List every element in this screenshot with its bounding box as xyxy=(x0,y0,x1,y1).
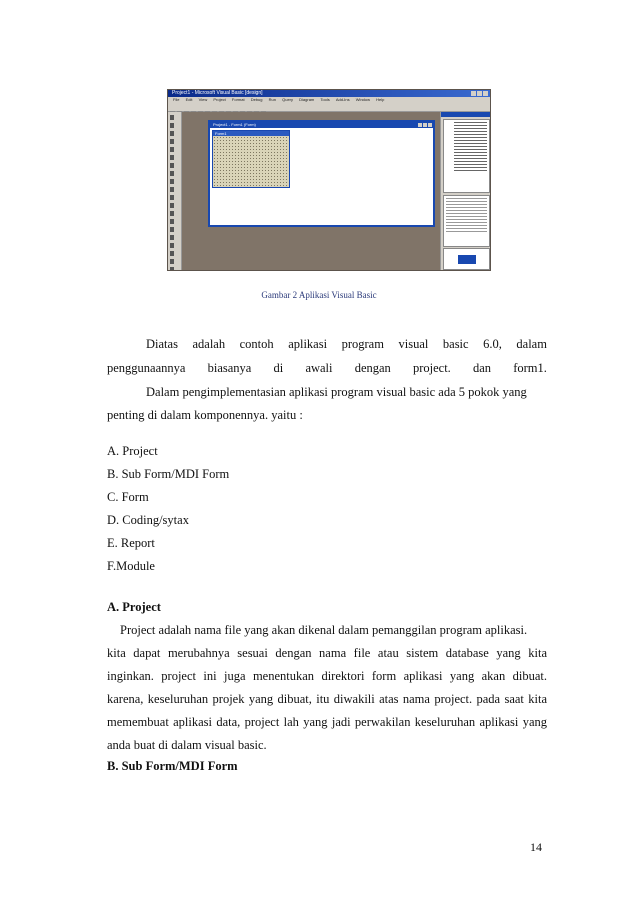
list-item: D. Coding/sytax xyxy=(107,513,189,527)
word: adalah xyxy=(192,337,226,351)
project-window xyxy=(208,120,435,227)
word: visual xyxy=(398,337,429,351)
word: dan xyxy=(472,361,492,375)
word: penggunaannya xyxy=(107,361,186,375)
tool-icon xyxy=(170,179,174,184)
tool-icon xyxy=(170,187,174,192)
form-layout-panel xyxy=(443,248,490,270)
form1-title: Form1 xyxy=(213,131,289,136)
vb-ide-screenshot xyxy=(167,89,491,271)
tool-icon xyxy=(170,219,174,224)
tool-icon xyxy=(170,123,174,128)
menu-addins: Add-Ins xyxy=(335,97,350,102)
word: dalam xyxy=(516,337,547,351)
section-a-line: inginkan. project ini juga menentukan direktori form aplikasi yang akan dibuat. xyxy=(107,669,547,683)
tool-icon xyxy=(170,131,174,136)
word: Diatas xyxy=(146,337,178,351)
close-icon xyxy=(483,91,488,96)
project-explorer-tree xyxy=(443,119,490,193)
menu-tools: Tools xyxy=(320,97,330,102)
section-a-line: kita dapat merubahnya sesuai dengan nama file atau sistem database yang kita xyxy=(107,646,547,660)
close-icon xyxy=(428,123,432,127)
word: dengan xyxy=(354,361,391,375)
section-a-line: memembuat aplikasi data, project lah yang jadi perwakilan keseluruhan aplikasi yang xyxy=(107,715,547,729)
tool-icon xyxy=(170,235,174,240)
word: awali xyxy=(305,361,333,375)
vb-title-bar xyxy=(168,90,490,97)
word: 6.0, xyxy=(483,337,502,351)
menu-debug: Debug xyxy=(250,97,263,102)
word: basic xyxy=(442,337,469,351)
section-b-heading: B. Sub Form/MDI Form xyxy=(107,759,238,773)
maximize-icon xyxy=(423,123,427,127)
vb-toolbox xyxy=(168,112,182,270)
list-item: E. Report xyxy=(107,536,155,550)
tool-icon xyxy=(170,259,174,264)
figure-caption: Gambar 2 Aplikasi Visual Basic xyxy=(261,290,377,300)
form-grid xyxy=(213,136,289,187)
menu-diagram: Diagram xyxy=(299,97,315,102)
tool-icon xyxy=(170,195,174,200)
properties-panel xyxy=(443,195,490,247)
tool-icon xyxy=(170,163,174,168)
menu-run: Run xyxy=(268,97,276,102)
menu-query: Query xyxy=(282,97,294,102)
vb-toolbar xyxy=(168,103,490,112)
word: di xyxy=(273,361,284,375)
tool-icon xyxy=(170,115,174,120)
minimize-icon xyxy=(418,123,422,127)
vb-right-panels xyxy=(440,112,491,270)
section-a-line: anda buat di dalam visual basic. xyxy=(107,738,267,752)
section-a-line: karena, keseluruhan projek yang dibuat, itu diwakili atas nama project. pada saat kita xyxy=(107,692,547,706)
menu-view: View xyxy=(198,97,208,102)
tool-icon xyxy=(170,155,174,160)
tool-icon xyxy=(170,139,174,144)
word: biasanya xyxy=(207,361,252,375)
menu-window: Window xyxy=(355,97,371,102)
list-item: A. Project xyxy=(107,444,158,458)
tool-icon xyxy=(170,203,174,208)
vb-workspace xyxy=(182,112,440,270)
tool-icon xyxy=(170,227,174,232)
menu-format: Format xyxy=(231,97,245,102)
word: form1. xyxy=(513,361,547,375)
menu-help: Help xyxy=(376,97,385,102)
vb-window-title: Project1 - Microsoft Visual Basic [design] xyxy=(172,90,263,96)
para2-line1: Dalam pengimplementasian aplikasi program visual basic ada 5 pokok yang xyxy=(146,385,527,399)
list-item: B. Sub Form/MDI Form xyxy=(107,467,230,481)
menu-file: File xyxy=(173,97,180,102)
word: project. xyxy=(412,361,451,375)
para1-line1 xyxy=(146,335,547,353)
list-item: F.Module xyxy=(107,559,155,573)
page-number: 14 xyxy=(530,840,542,854)
word: aplikasi xyxy=(288,337,328,351)
tool-icon xyxy=(170,243,174,248)
maximize-icon xyxy=(477,91,482,96)
tool-icon xyxy=(170,171,174,176)
project-explorer-header xyxy=(441,112,491,117)
tool-icon xyxy=(170,267,174,271)
form-layout-preview xyxy=(458,255,476,264)
para2-line2: penting di dalam komponennya. yaitu : xyxy=(107,408,303,422)
word: program xyxy=(341,337,384,351)
project-window-title-text: Project1 - Form1 (Form) xyxy=(213,122,256,127)
tool-icon xyxy=(170,251,174,256)
menu-edit: Edit xyxy=(185,97,193,102)
section-a-heading: A. Project xyxy=(107,600,161,614)
list-item: C. Form xyxy=(107,490,149,504)
project-window-controls xyxy=(414,123,432,129)
minimize-icon xyxy=(471,91,476,96)
tool-icon xyxy=(170,147,174,152)
form1-designer xyxy=(212,130,290,188)
tool-icon xyxy=(170,211,174,216)
para1-line2 xyxy=(107,359,547,377)
menu-project: Project xyxy=(213,97,226,102)
section-a-line: Project adalah nama file yang akan dikenal dalam pemanggilan program aplikasi. xyxy=(120,623,528,637)
word: contoh xyxy=(239,337,274,351)
project-window-title xyxy=(210,122,433,128)
